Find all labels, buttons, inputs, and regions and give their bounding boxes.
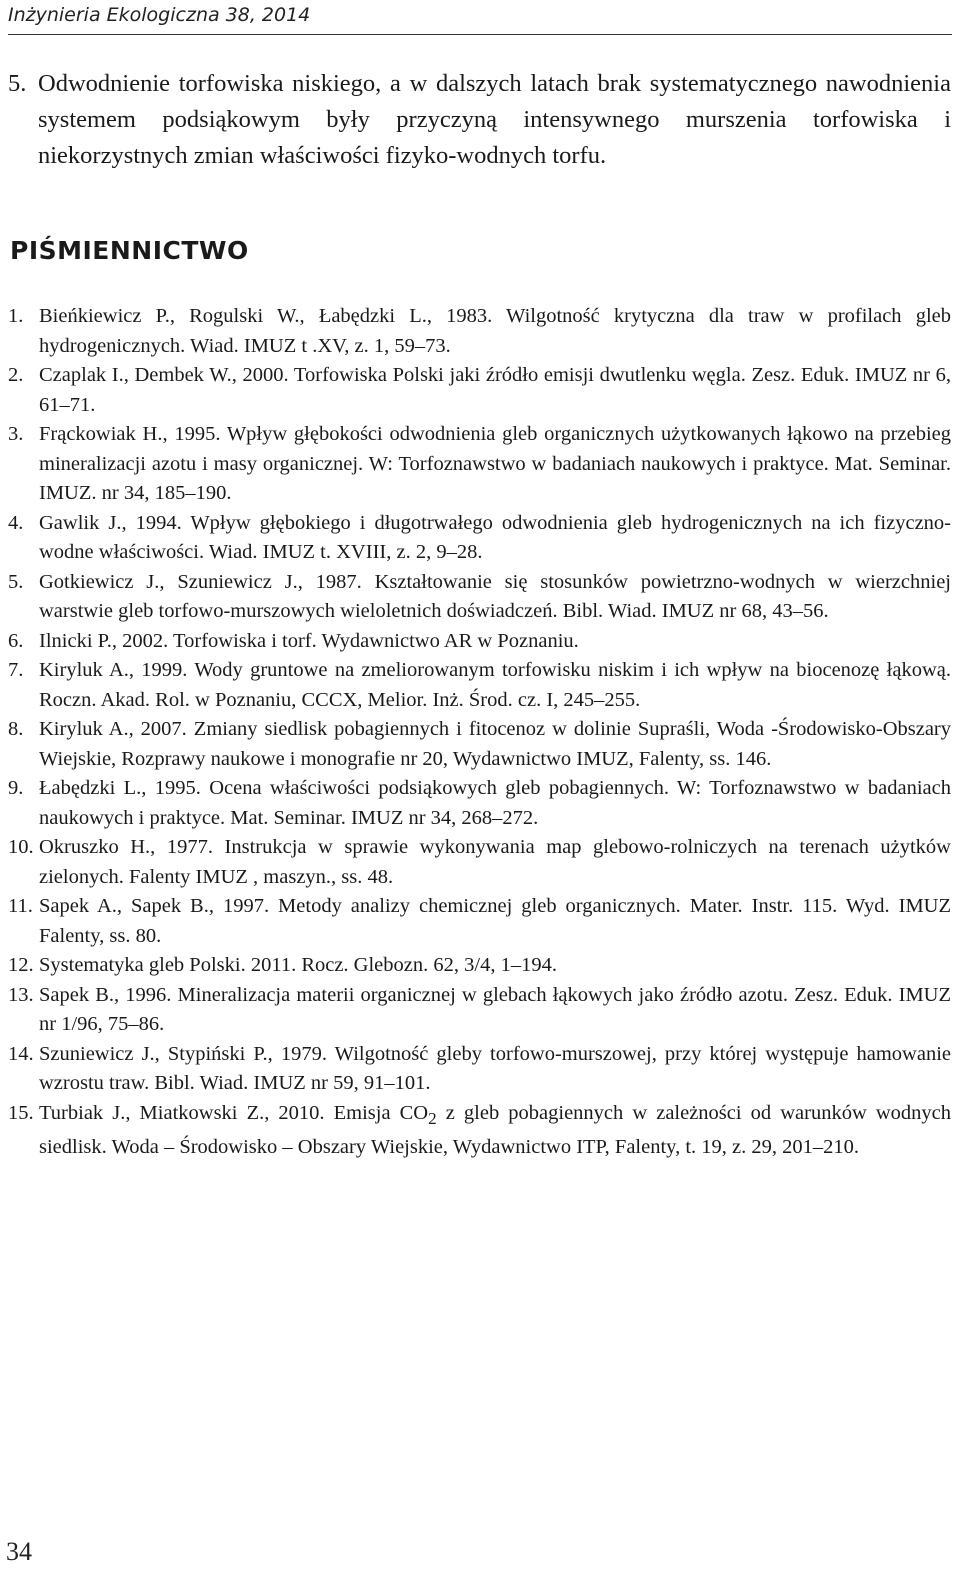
reference-item <box>8 951 951 981</box>
reference-number: 14. <box>8 1042 34 1065</box>
reference-item <box>8 568 951 627</box>
reference-text: Gawlik J., 1994. Wpływ głębokiego i długotrwałego odwodnienia gleb hydrogenicznych na ich fizyczno-wodne właściwości. Wiad. IMUZ t. XVIII, z. 2, 9–28. <box>39 511 951 563</box>
reference-item <box>8 361 951 420</box>
reference-text: Systematyka gleb Polski. 2011. Rocz. Glebozn. 62, 3/4, 1–194. <box>39 954 557 976</box>
reference-text: Sapek B., 1996. Mineralizacja materii organicznej w glebach łąkowych jako źródło azotu. Zesz. Eduk. IMUZ nr 1/96, 75–86. <box>39 983 951 1035</box>
reference-text-part: Turbiak J., Miatkowski Z., 2010. Emisja CO <box>39 1101 429 1124</box>
reference-text: Sapek A., Sapek B., 1997. Metody analizy chemicznej gleb organicznych. Mater. Instr. 115. Wyd. IMUZ Falenty, ss. 80. <box>39 895 951 947</box>
reference-number: 5. <box>8 570 24 593</box>
reference-number: 15. <box>8 1101 34 1124</box>
reference-item <box>8 302 951 361</box>
reference-text: Kiryluk A., 1999. Wody gruntowe na zmeliorowanym torfowisku niskim i ich wpływ na biocenozę łąkową. Roczn. Akad. Rol. w Poznaniu, CCCX, Melior. Inż. Środ. cz. I, 245–255. <box>39 659 951 711</box>
reference-item <box>8 656 951 715</box>
reference-number: 6. <box>8 629 24 652</box>
reference-number: 10. <box>8 836 34 858</box>
subscript: 2 <box>428 1108 437 1128</box>
reference-number: 2. <box>8 364 24 386</box>
reference-text: Okruszko H., 1977. Instrukcja w sprawie wykonywania map glebowo-rolniczych na terenach użytków zielonych. Falenty IMUZ , maszyn., ss. 48. <box>39 836 951 888</box>
conclusion-item <box>8 66 951 174</box>
page-number: 34 <box>6 1537 32 1566</box>
conclusion-number: 5. <box>8 70 27 97</box>
reference-item <box>8 981 951 1040</box>
reference-text: Łabędzki L., 1995. Ocena właściwości podsiąkowych gleb pobagiennych. W: Torfoznawstwo w badaniach naukowych i praktyce. Mat. Seminar. IMUZ nr 34, 268–272. <box>39 777 951 829</box>
reference-text: Czaplak I., Dembek W., 2000. Torfowiska Polski jaki źródło emisji dwutlenku węgla. Zesz. Eduk. IMUZ nr 6, 61–71. <box>39 364 951 416</box>
reference-item <box>8 509 951 568</box>
reference-number: 9. <box>8 777 24 799</box>
reference-text-part: z gleb pobagiennych w zależności od warunków wodnych siedlisk. Woda – Środowisko – Obszary Wiejskie, Wydawnictwo ITP, Falenty, t. 19, z. 29, 201–210. <box>39 1101 951 1159</box>
reference-item <box>8 715 951 774</box>
reference-item <box>8 1099 951 1163</box>
reference-number: 7. <box>8 659 24 681</box>
reference-number: 13. <box>8 983 34 1006</box>
reference-item <box>8 774 951 833</box>
reference-text: Kiryluk A., 2007. Zmiany siedlisk pobagiennych i fitocenoz w dolinie Supraśli, Woda -Środowisko-Obszary Wiejskie, Rozprawy naukowe i monografie nr 20, Wydawnictwo IMUZ, Falenty, ss. 146. <box>39 718 951 770</box>
reference-number: 11. <box>8 895 33 917</box>
reference-number: 3. <box>8 423 24 445</box>
reference-item <box>8 420 951 509</box>
reference-text: Bieńkiewicz P., Rogulski W., Łabędzki L., 1983. Wilgotność krytyczna dla traw w profilach gleb hydrogenicznych. Wiad. IMUZ t .XV, z. 1, 59–73. <box>39 305 951 357</box>
references-heading: PIŚMIENNICTWO <box>10 236 249 265</box>
reference-text: Frąckowiak H., 1995. Wpływ głębokości odwodnienia gleb organicznych użytkowanych łąkowo na przebieg mineralizacji azotu i masy organicznej. W: Torfoznawstwo w badaniach naukowych i praktyce. Mat. Seminar. IMUZ. nr 34, 185–190. <box>39 423 951 504</box>
references-list <box>8 302 951 1163</box>
reference-item <box>8 892 951 951</box>
reference-text: Gotkiewicz J., Szuniewicz J., 1987. Kształtowanie się stosunków powietrzno-wodnych w wierzchniej warstwie gleb torfowo-murszowych wieloletnich doświadczeń. Bibl. Wiad. IMUZ nr 68, 43–56. <box>39 570 951 622</box>
conclusion-text: Odwodnienie torfowiska niskiego, a w dalszych latach brak systematycznego nawodnienia systemem podsiąkowym były przyczyną intensywnego murszenia torfowiska i niekorzystnych zmian właściwości fizyko-wodnych torfu. <box>38 70 951 169</box>
running-header: Inżynieria Ekologiczna 38, 2014 <box>8 4 952 35</box>
reference-item <box>8 627 951 657</box>
reference-text: Ilnicki P., 2002. Torfowiska i torf. Wydawnictwo AR w Poznaniu. <box>39 629 579 652</box>
reference-number: 1. <box>8 305 24 327</box>
reference-item <box>8 1040 951 1099</box>
reference-number: 8. <box>8 718 24 740</box>
reference-item <box>8 833 951 892</box>
reference-text: Szuniewicz J., Stypiński P., 1979. Wilgotność gleby torfowo-murszowej, przy której występuje hamowanie wzrostu traw. Bibl. Wiad. IMUZ nr 59, 91–101. <box>39 1042 951 1094</box>
reference-number: 4. <box>8 511 24 534</box>
reference-text <box>39 1099 951 1163</box>
reference-number: 12. <box>8 954 34 976</box>
